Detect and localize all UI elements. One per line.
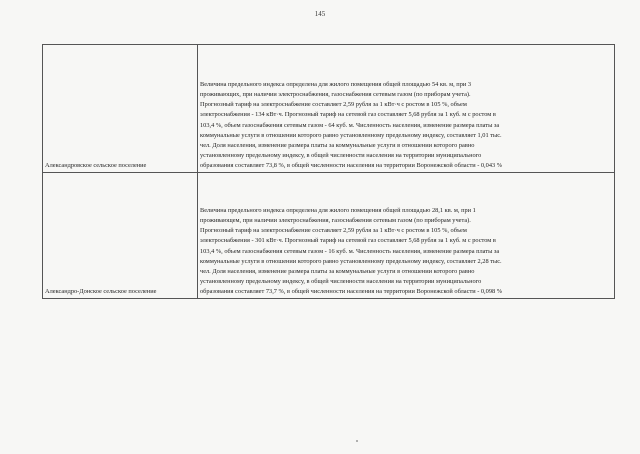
scan-speck [356, 440, 358, 442]
description-line: электроснабжения - 301 кВт·ч. Прогнозный тариф на сетевой газ составляет 5,68 рубля за 1 куб. м с ростом в [200, 237, 496, 245]
table-row [43, 173, 615, 299]
description-line: образования составляет 73,8 %, в общей численности населения на территории Воронежской области - 0,043 % [200, 161, 503, 169]
settlement-name-cell [43, 173, 198, 299]
settlement-name: Александровское сельское поселение [45, 161, 147, 169]
description-line: установленному предельному индексу, в общей численности населения на территории муниципального [200, 151, 482, 159]
description-cell [198, 173, 615, 299]
description-line: 103,4 %, объем газоснабжения сетевым газом - 16 куб. м. Численность населения, изменение размера платы за [200, 247, 500, 255]
description-line: установленному предельному индексу, в общей численности населения на территории муниципального [200, 277, 482, 285]
description-line: Прогнозный тариф на электроснабжение составляет 2,59 рубля за 1 кВт·ч с ростом в 105 %, объем [200, 101, 467, 109]
description-line: чел. Доля населения, изменение размера платы за коммунальные услуги в отношении которого равно [200, 141, 475, 149]
document-table [42, 44, 615, 299]
description-line: коммунальные услуги в отношении которого равно установленному предельному индексу, составляет 2,28 тыс. [200, 257, 502, 265]
description-cell [198, 45, 615, 173]
description-line: коммунальные услуги в отношении которого равно установленному предельному индексу, составляет 1,01 тыс. [200, 131, 502, 139]
description-line: образования составляет 73,7 %, в общей численности населения на территории Воронежской области - 0,098 % [200, 287, 503, 295]
description-line: электроснабжения - 134 кВт·ч. Прогнозный тариф на сетевой газ составляет 5,68 рубля за 1 куб. м с ростом в [200, 111, 496, 119]
description-line: Величина предельного индекса определена для жилого помещения общей площадью 54 кв. м, при 3 [200, 81, 472, 89]
description-line: проживающих, при наличии электроснабжения, газоснабжения сетевым газом (по приборам учета). [200, 91, 471, 99]
description-line: 103,4 %, объем газоснабжения сетевым газом - 64 куб. м. Численность населения, изменение размера платы за [200, 121, 500, 129]
settlement-name: Александро-Донское сельское поселение [45, 287, 157, 295]
description-line: Величина предельного индекса определена для жилого помещения общей площадью 28,1 кв. м, при 1 [200, 207, 476, 215]
description-line: чел. Доля населения, изменение размера платы за коммунальные услуги в отношении которого равно [200, 267, 475, 275]
page-number: 145 [314, 10, 326, 18]
table-row [43, 45, 615, 173]
settlement-name-cell [43, 45, 198, 173]
description-line: проживающем, при наличии электроснабжения, газоснабжения сетевым газом (по приборам учета). [200, 217, 471, 225]
description-line: Прогнозный тариф на электроснабжение составляет 2,59 рубля за 1 кВт·ч с ростом в 105 %, объем [200, 227, 467, 235]
